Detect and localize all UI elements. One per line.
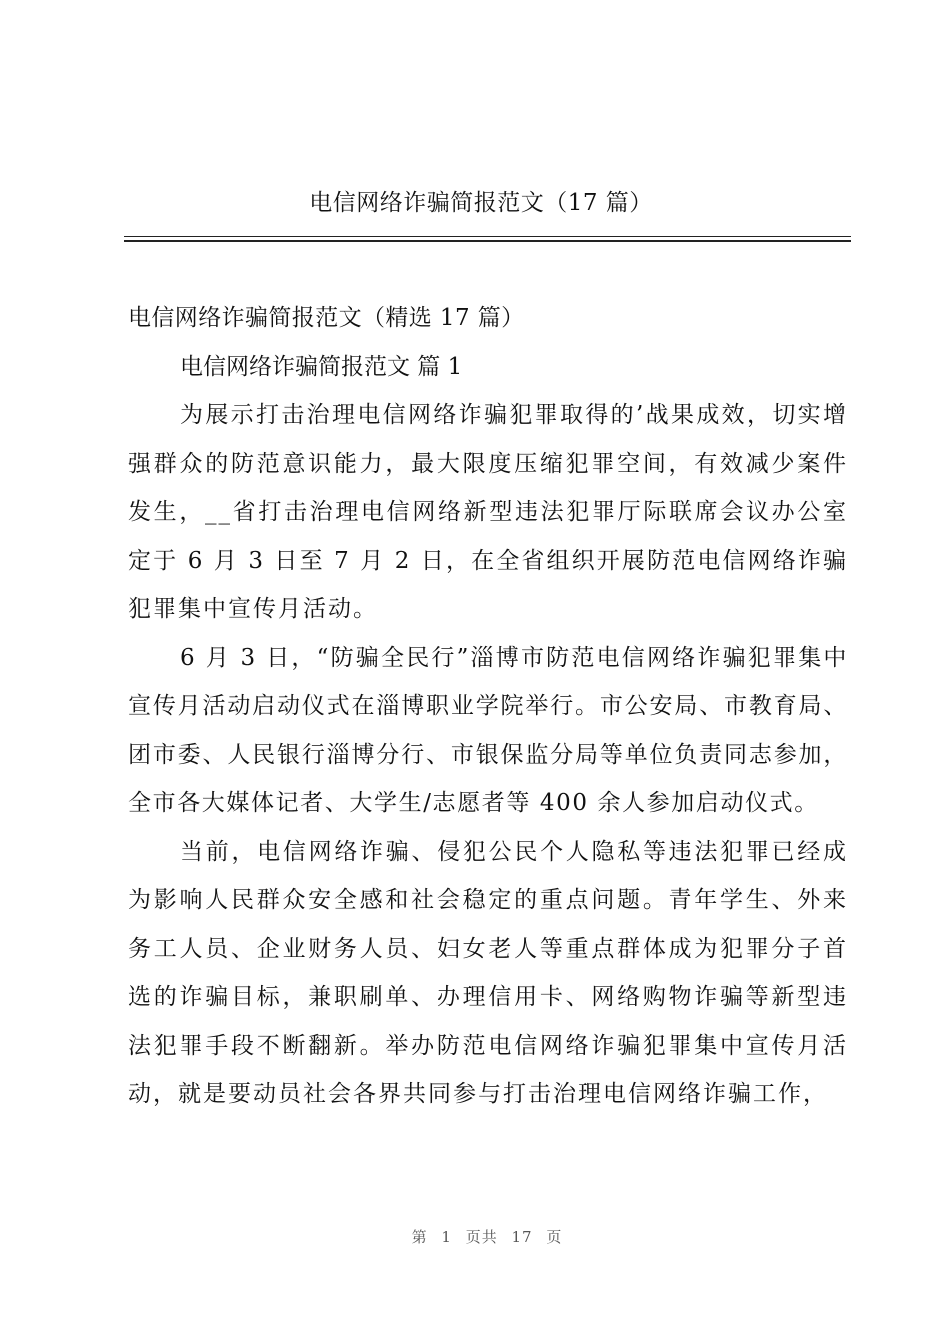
paragraph-2: 6 月 3 日，“防骗全民行”淄博市防范电信网络诈骗犯罪集中宣传月活动启动仪式在淄博职业学院举行。市公安局、市教育局、团市委、人民银行淄博分行、市银保监分局等单位负责同志参加，全市各大媒体记者、大学生/志愿者等 400 余人参加启动仪式。 — [128, 644, 848, 816]
document-body — [128, 294, 848, 1119]
page-header-title: 电信网络诈骗简报范文（17 篇） — [309, 190, 653, 216]
header-divider — [124, 236, 851, 242]
document-subtitle: 电信网络诈骗简报范文（精选 17 篇） — [128, 305, 525, 331]
paragraph-3: 当前，电信网络诈骗、侵犯公民个人隐私等违法犯罪已经成为影响人民群众安全感和社会稳定的重点问题。青年学生、外来务工人员、企业财务人员、妇女老人等重点群体成为犯罪分子首选的诈骗目标，兼职刷单、办理信用卡、网络购物诈骗等新型违法犯罪手段不断翻新。举办防范电信网络诈骗犯罪集中宣传月活动，就是要动员社会各界共同参与打击治理电信网络诈骗工作， — [128, 838, 848, 1107]
section-heading: 电信网络诈骗简报范文 篇 1 — [180, 353, 463, 380]
paragraph-1: 为展示打击治理电信网络诈骗犯罪取得的’战果成效，切实增强群众的防范意识能力，最大限度压缩犯罪空间，有效减少案件发生，__省打击治理电信网络新型违法犯罪厅际联席会议办公室定于 6 月 3 日至 7 月 2 日，在全省组织开展防范电信网络诈骗犯罪集中宣传月活动。 — [128, 402, 848, 622]
page-footer: 第 1 页共 17 页 — [411, 1228, 563, 1246]
